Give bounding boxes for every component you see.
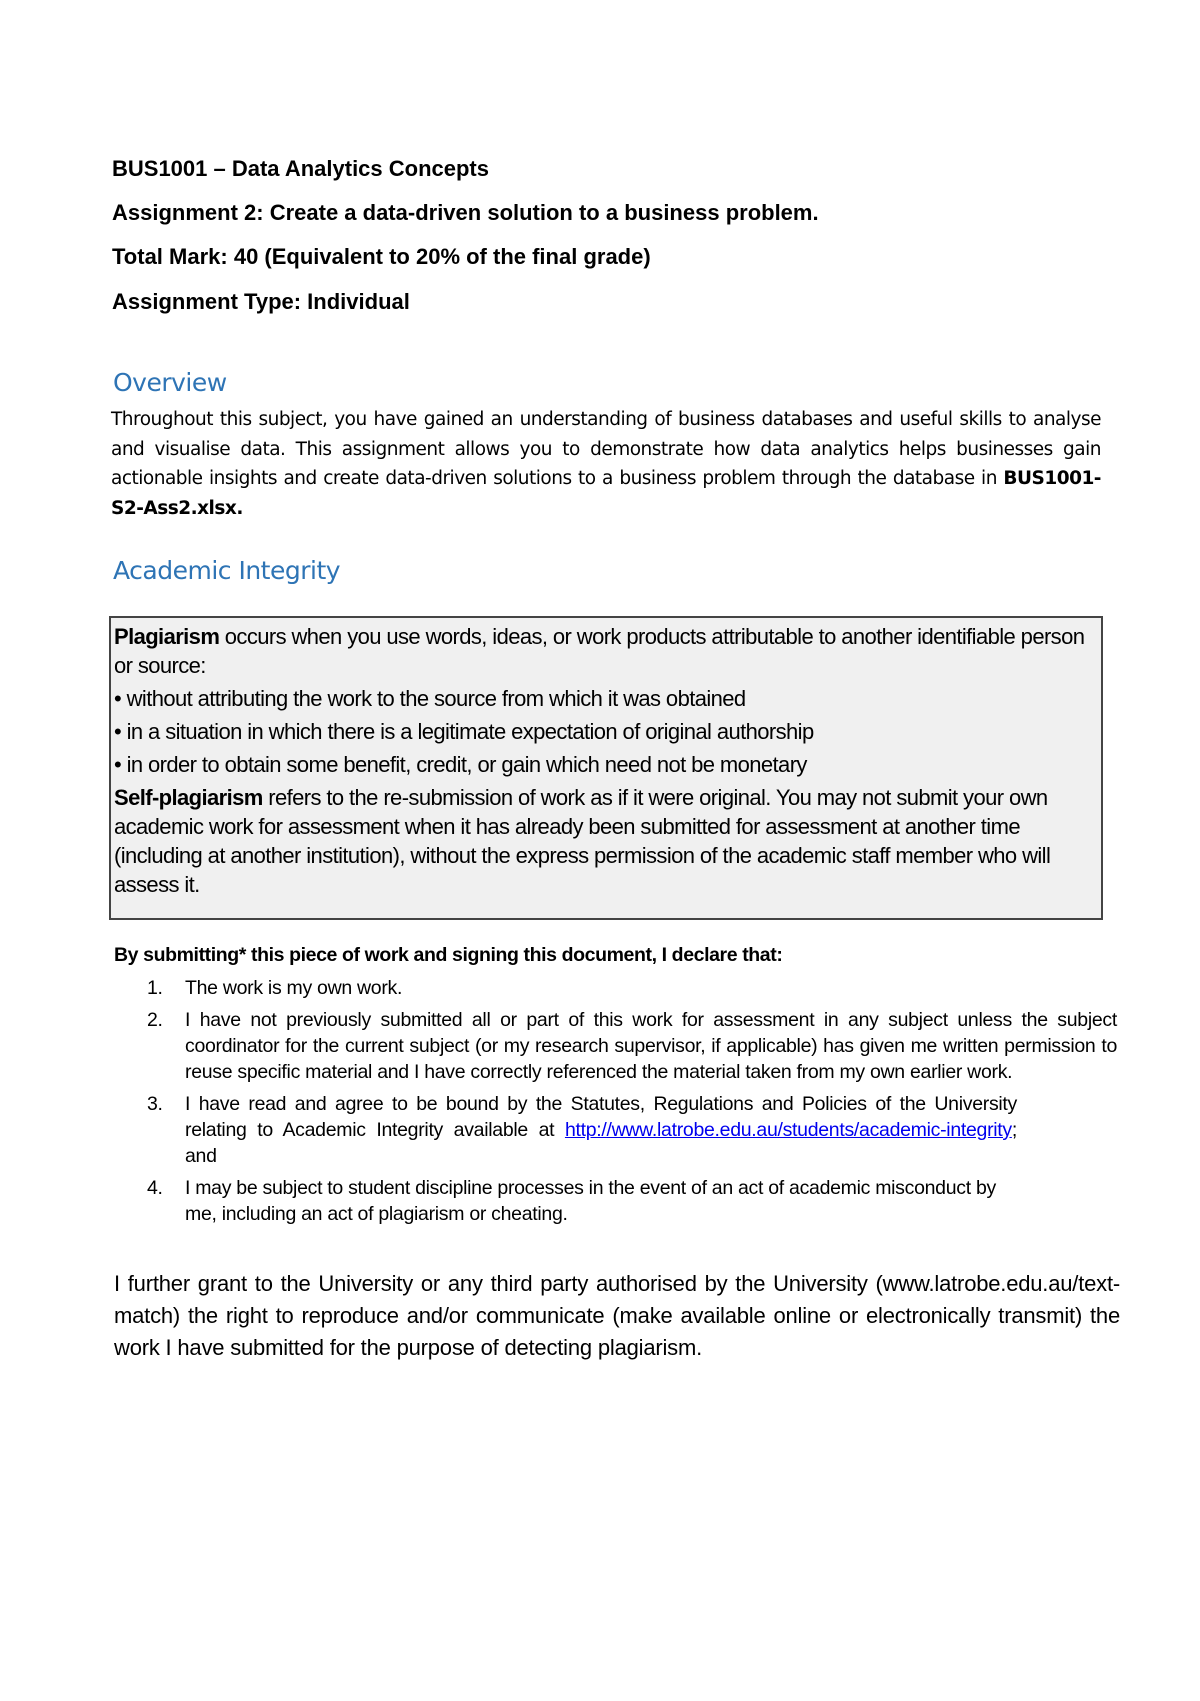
declaration-list xyxy=(147,975,1117,1233)
self-plagiarism-term: Self-plagiarism xyxy=(114,785,263,810)
bullet: • in order to obtain some benefit, credit, or gain which need not be monetary xyxy=(114,752,807,777)
bullet: • in a situation in which there is a legitimate expectation of original authorship xyxy=(114,719,814,744)
assignment-title: Assignment 2: Create a data-driven solution to a business problem. xyxy=(112,200,819,225)
item-text: I have read and agree to be bound by the Statutes, Regulations and Policies of the University relating to Academic Integrity available at xyxy=(185,1093,1017,1141)
academic-integrity-link[interactable]: http://www.latrobe.edu.au/students/academic-integrity xyxy=(564,1119,1012,1141)
item-number: 1. xyxy=(147,977,163,999)
total-mark: Total Mark: 40 (Equivalent to 20% of the final grade) xyxy=(112,244,651,269)
self-plagiarism-text: refers to the re-submission of work as if it were original. You may not submit your own academic work for assessment when it has already been submitted for assessment at another time (including at another institution), without the express permission of the academic staff member who will assess it. xyxy=(114,785,1051,897)
plagiarism-box xyxy=(109,616,1103,920)
integrity-heading: Academic Integrity xyxy=(113,556,341,585)
self-plagiarism-definition xyxy=(114,783,1097,899)
overview-text xyxy=(111,405,1101,523)
item-text-after: ; and xyxy=(185,1119,1017,1167)
list-item xyxy=(147,1175,1017,1227)
item-number: 2. xyxy=(147,1009,163,1031)
item-number: 4. xyxy=(147,1177,163,1199)
item-number: 3. xyxy=(147,1093,163,1115)
list-item xyxy=(147,1091,1017,1169)
declaration-intro: By submitting* this piece of work and signing this document, I declare that: xyxy=(114,944,783,966)
plagiarism-term: Plagiarism xyxy=(114,624,220,649)
overview-file: BUS1001-S2-Ass2.xlsx. xyxy=(111,468,1101,519)
course-title: BUS1001 – Data Analytics Concepts xyxy=(112,156,489,181)
bullet: • without attributing the work to the source from which it was obtained xyxy=(114,686,746,711)
assignment-type: Assignment Type: Individual xyxy=(112,289,410,314)
overview-body: Throughout this subject, you have gained an understanding of business databases and useful skills to analyse and visualise data. This assignment allows you to demonstrate how data analytics helps businesses gain actionable insights and create data-driven solutions to a business problem through the database in xyxy=(111,409,1101,489)
grant-paragraph: I further grant to the University or any third party authorised by the University (www.latrobe.edu.au/text-match) the right to reproduce and/or communicate (make available online or electronically transmit) the work I have submitted for the purpose of detecting plagiarism. xyxy=(114,1271,1120,1360)
plagiarism-definition xyxy=(114,622,1097,680)
overview-heading: Overview xyxy=(113,368,227,397)
item-text: The work is my own work. xyxy=(185,977,403,999)
item-text: I may be subject to student discipline processes in the event of an act of academic misconduct by me, including an act of plagiarism or cheating. xyxy=(185,1177,996,1225)
list-item xyxy=(147,1007,1117,1085)
item-text: I have not previously submitted all or part of this work for assessment in any subject unless the subject coordinator for the current subject (or my research supervisor, if applicable) has given me written permission to reuse specific material and I have correctly referenced the material taken from my own earlier work. xyxy=(185,1009,1117,1083)
list-item xyxy=(147,975,1117,1001)
plagiarism-text: occurs when you use words, ideas, or work products attributable to another identifiable person or source: xyxy=(114,624,1085,678)
